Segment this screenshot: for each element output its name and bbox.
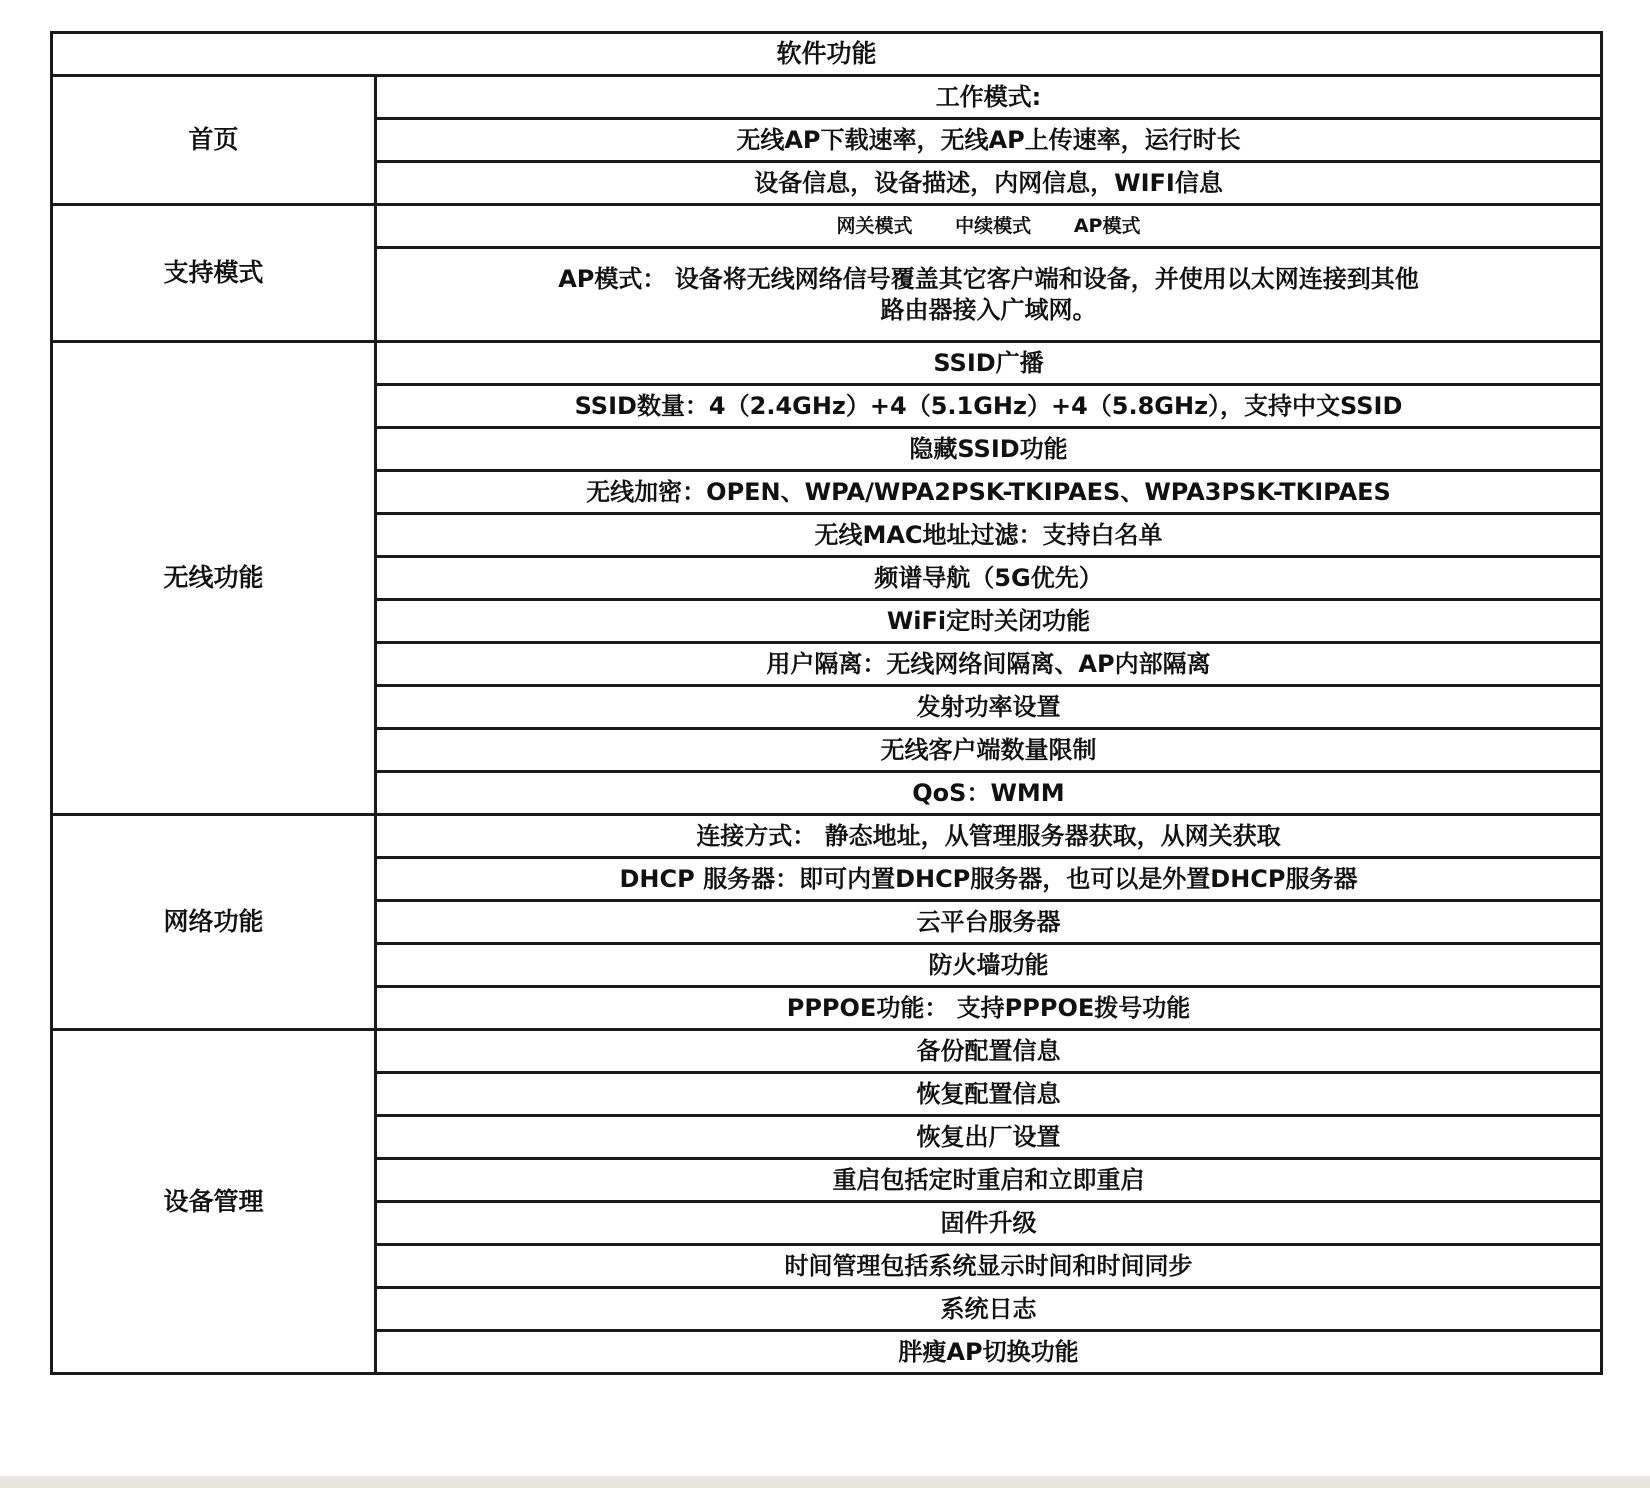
table-row [52, 342, 1602, 385]
feature-item: 工作模式: [376, 76, 1602, 119]
mode-repeater: 中续模式 [955, 215, 1032, 237]
feature-item: QoS：WMM [376, 772, 1602, 815]
feature-item: 用户隔离：无线网络间隔离、AP内部隔离 [376, 643, 1602, 686]
feature-item: 隐藏SSID功能 [376, 428, 1602, 471]
feature-item: 频谱导航（5G优先） [376, 557, 1602, 600]
page-bottom-strip [0, 1476, 1650, 1488]
table-row [52, 76, 1602, 119]
feature-item: 发射功率设置 [376, 686, 1602, 729]
feature-item: 无线客户端数量限制 [376, 729, 1602, 772]
feature-item: SSID数量：4（2.4GHz）+4（5.1GHz）+4（5.8GHz），支持中文SSID [376, 385, 1602, 428]
feature-item: 时间管理包括系统显示时间和时间同步 [376, 1245, 1602, 1288]
mode-list [376, 205, 1602, 248]
mode-gateway: 网关模式 [836, 215, 913, 237]
feature-item: WiFi定时关闭功能 [376, 600, 1602, 643]
category-wireless: 无线功能 [52, 342, 376, 815]
feature-item: 无线MAC地址过滤：支持白名单 [376, 514, 1602, 557]
feature-item: 无线AP下载速率，无线AP上传速率，运行时长 [376, 119, 1602, 162]
category-device-management: 设备管理 [52, 1030, 376, 1374]
feature-item: AP模式： 设备将无线网络信号覆盖其它客户端和设备，并使用以太网连接到其他路由器接入广域网。 [376, 248, 1602, 342]
feature-item: 连接方式： 静态地址，从管理服务器获取，从网关获取 [376, 815, 1602, 858]
category-home: 首页 [52, 76, 376, 205]
feature-item: 系统日志 [376, 1288, 1602, 1331]
table-header-row [52, 33, 1602, 76]
feature-item: SSID广播 [376, 342, 1602, 385]
feature-item: 设备信息，设备描述，内网信息，WIFI信息 [376, 162, 1602, 205]
table-row [52, 205, 1602, 248]
category-network: 网络功能 [52, 815, 376, 1030]
table-title: 软件功能 [52, 33, 1602, 76]
software-features-table [50, 31, 1603, 1375]
feature-item: PPPOE功能： 支持PPPOE拨号功能 [376, 987, 1602, 1030]
feature-item: 胖瘦AP切换功能 [376, 1331, 1602, 1374]
feature-item: 重启包括定时重启和立即重启 [376, 1159, 1602, 1202]
feature-item: 恢复配置信息 [376, 1073, 1602, 1116]
category-supported-modes: 支持模式 [52, 205, 376, 342]
feature-item: 固件升级 [376, 1202, 1602, 1245]
feature-item: 防火墙功能 [376, 944, 1602, 987]
feature-item: 备份配置信息 [376, 1030, 1602, 1073]
mode-ap: AP模式 [1073, 215, 1141, 237]
feature-item: 恢复出厂设置 [376, 1116, 1602, 1159]
table-row [52, 815, 1602, 858]
feature-item: DHCP 服务器：即可内置DHCP服务器，也可以是外置DHCP服务器 [376, 858, 1602, 901]
table-row [52, 1030, 1602, 1073]
feature-item: 无线加密：OPEN、WPA/WPA2PSK-TKIPAES、WPA3PSK-TKIPAES [376, 471, 1602, 514]
feature-item: 云平台服务器 [376, 901, 1602, 944]
